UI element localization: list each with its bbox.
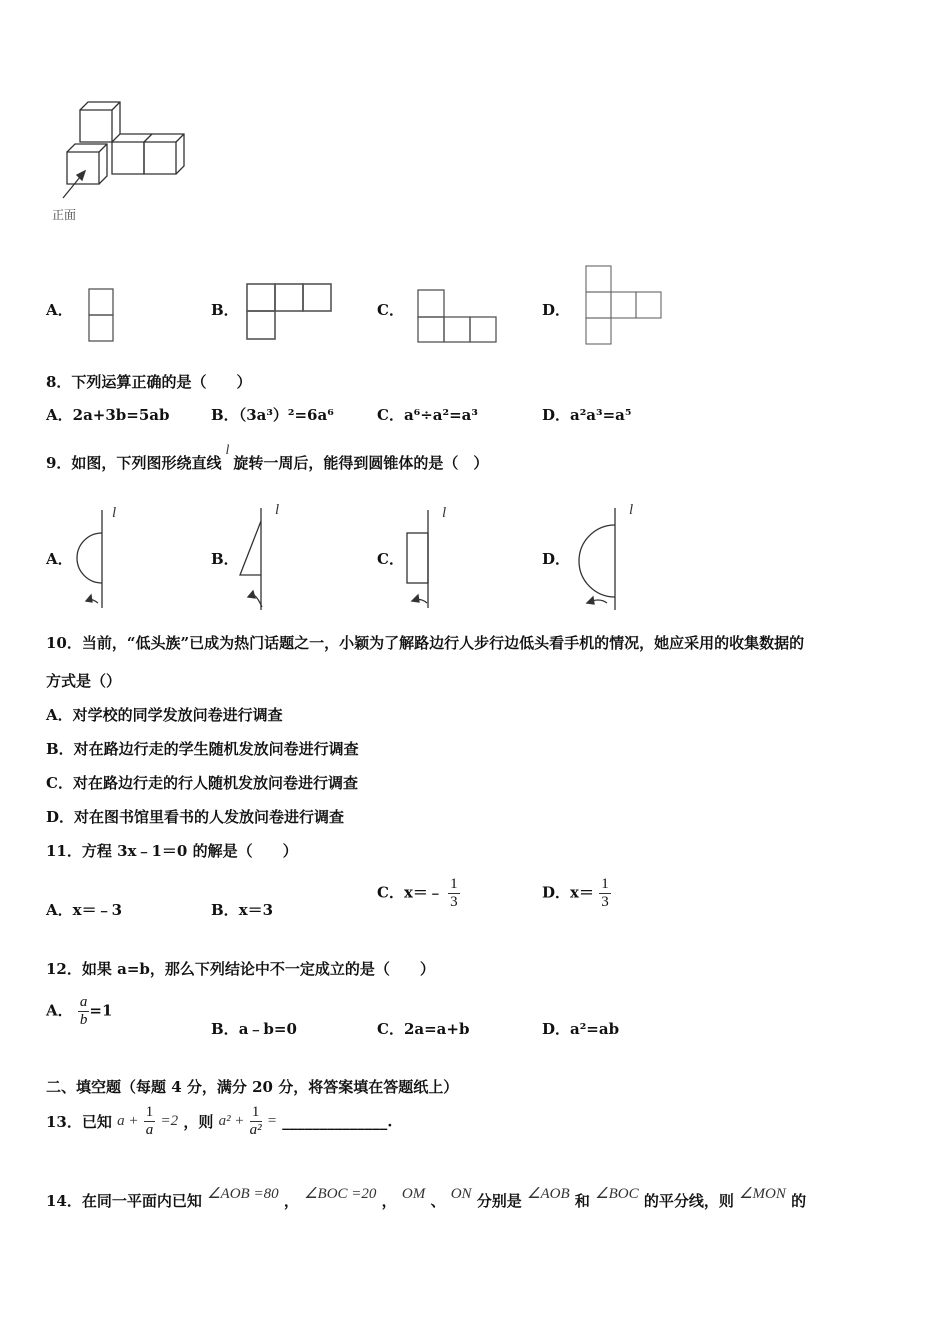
q13-answer-blank[interactable]: ______________. <box>282 1112 393 1131</box>
q11-option-b: B．x＝3 <box>211 901 274 919</box>
q8-option-b: B．（3a³）²=6a⁶ <box>211 406 334 424</box>
q7-option-a-figure <box>88 288 118 343</box>
section2-title: 二、填空题（每题 4 分，满分 20 分，将答案填在答题纸上） <box>46 1078 459 1096</box>
q11-option-d-fraction: $\frac{1}{3}$ <box>601 876 609 910</box>
q12-option-d: D．a²=ab <box>542 1020 620 1038</box>
q9-option-a-axis: l <box>112 505 117 521</box>
q9-option-a-label: A． <box>46 550 73 568</box>
q9-option-d-axis: l <box>629 502 634 518</box>
front-label: 正面 <box>52 208 77 222</box>
q7-option-d-label: D． <box>542 301 571 319</box>
q14: 14．在同一平面内已知 ∠AOB =80 ， ∠BOC =20 ， OM 、 ON 分别是 ∠AOB 和 ∠BOC 的平分线，则 ∠MON 的 <box>46 1186 807 1210</box>
q9-axis-symbol: l <box>225 443 230 458</box>
q12-option-a: A． $\frac{a}{b}$ =1 <box>46 994 113 1028</box>
q7-option-c-figure <box>417 289 502 347</box>
q9-option-d-figure <box>565 503 645 615</box>
q9-option-c-label: C． <box>377 550 404 568</box>
q10-option-b: B．对在路边行走的学生随机发放问卷进行调查 <box>46 740 359 758</box>
q12-option-b: B．a﹣b=0 <box>211 1020 297 1038</box>
q11-option-a: A．x＝﹣3 <box>46 901 123 919</box>
q11-stem: 11．方程 3x﹣1＝0 的解是（ ） <box>46 842 298 860</box>
q10-stem-line2: 方式是（） <box>46 672 122 690</box>
q11-option-d: D．x＝ $\frac{1}{3}$ <box>542 876 609 910</box>
q10-option-d: D．对在图书馆里看书的人发放问卷进行调查 <box>46 808 345 826</box>
q8-option-c: C．a⁶÷a²=a³ <box>377 406 478 424</box>
q7-option-c-label: C． <box>377 301 404 319</box>
q9-option-b-figure <box>236 503 306 615</box>
q7-option-b-label: B． <box>211 301 239 319</box>
q9-option-c-axis: l <box>442 505 447 521</box>
q8-stem: 8．下列运算正确的是（ ） <box>46 373 252 391</box>
q12-option-a-fraction: $\frac{a}{b}$ <box>79 994 88 1028</box>
q13-fraction-1: $\frac{1}{a}$ <box>145 1104 154 1138</box>
q7-option-d-figure <box>585 265 665 350</box>
q8-option-d: D．a²a³=a⁵ <box>542 406 632 424</box>
q8-option-a: A．2a+3b=5ab <box>46 406 170 424</box>
q7-option-a-label: A． <box>46 301 73 319</box>
q9-option-b-label: B． <box>211 550 239 568</box>
q11-option-c-fraction: $\frac{1}{3}$ <box>450 876 458 910</box>
q10-option-c: C．对在路边行走的行人随机发放问卷进行调查 <box>46 774 358 792</box>
q9-option-c-figure <box>400 505 470 615</box>
q9-option-a-figure <box>70 505 140 615</box>
q10-stem-line1: 10．当前，“低头族”已成为热门话题之一，小颖为了解路边行人步行边低头看手机的情况，她应采用的收集数据的 <box>46 634 805 652</box>
q13: 13．已知 a + $\frac{1}{a}$ =2 ，则 a² + $\frac{1}{\text{a²}}$ = ______________. <box>46 1104 393 1138</box>
q11-option-c: C．x＝﹣ $\frac{1}{3}$ <box>377 876 458 910</box>
q9-option-b-axis: l <box>275 502 280 518</box>
q7-option-b-figure <box>246 283 336 343</box>
q9-stem: 9．如图，下列图形绕直线l旋转一周后，能得到圆锥体的是（ ） <box>46 443 489 472</box>
q12-stem: 12．如果 a=b，那么下列结论中不一定成立的是（ ） <box>46 960 435 978</box>
q9-option-d-label: D． <box>542 550 571 568</box>
q10-option-a: A．对学校的同学发放问卷进行调查 <box>46 706 283 724</box>
q12-option-c: C．2a=a+b <box>377 1020 470 1038</box>
q13-fraction-2: $\frac{1}{\text{a²}}$ <box>249 1104 262 1138</box>
